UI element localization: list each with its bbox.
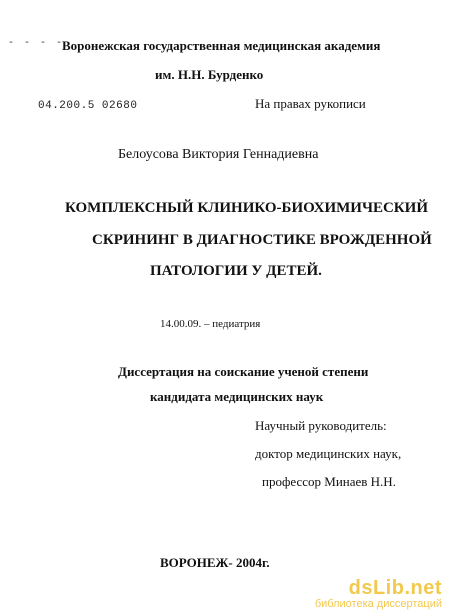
- watermark-subtitle: библиотека диссертаций: [314, 598, 442, 610]
- watermark-logo[interactable]: dsLib.net: [348, 577, 442, 599]
- rights-note: На правах рукописи: [255, 96, 366, 111]
- specialty: 14.00.09. – педиатрия: [160, 318, 261, 330]
- title-line-1: КОМПЛЕКСНЫЙ КЛИНИКО-БИОХИМИЧЕСКИЙ: [65, 200, 429, 216]
- city-year: ВОРОНЕЖ- 2004г.: [160, 555, 270, 570]
- supervisor-degree: доктор медицинских наук,: [255, 446, 402, 461]
- watermark[interactable]: [315, 577, 442, 610]
- title-line-3: ПАТОЛОГИИ У ДЕТЕЙ.: [150, 263, 322, 279]
- dissertation-degree-line-1: Диссертация на соискание ученой степени: [118, 364, 369, 379]
- supervisor-name: профессор Минаев Н.Н.: [262, 474, 396, 489]
- registration-code: 04.200.5 02680: [38, 100, 138, 112]
- margin-dots: - - - -: [8, 38, 65, 49]
- title-line-2: СКРИНИНГ В ДИАГНОСТИКЕ ВРОЖДЕННОЙ: [92, 232, 432, 248]
- supervisor-label: Научный руководитель:: [255, 418, 387, 433]
- institution-subtitle: им. Н.Н. Бурденко: [155, 67, 264, 82]
- institution-name: Воронежская государственная медицинская академия: [62, 38, 381, 53]
- dissertation-degree-line-2: кандидата медицинских наук: [150, 389, 324, 404]
- author-name: Белоусова Виктория Геннадиевна: [118, 147, 319, 162]
